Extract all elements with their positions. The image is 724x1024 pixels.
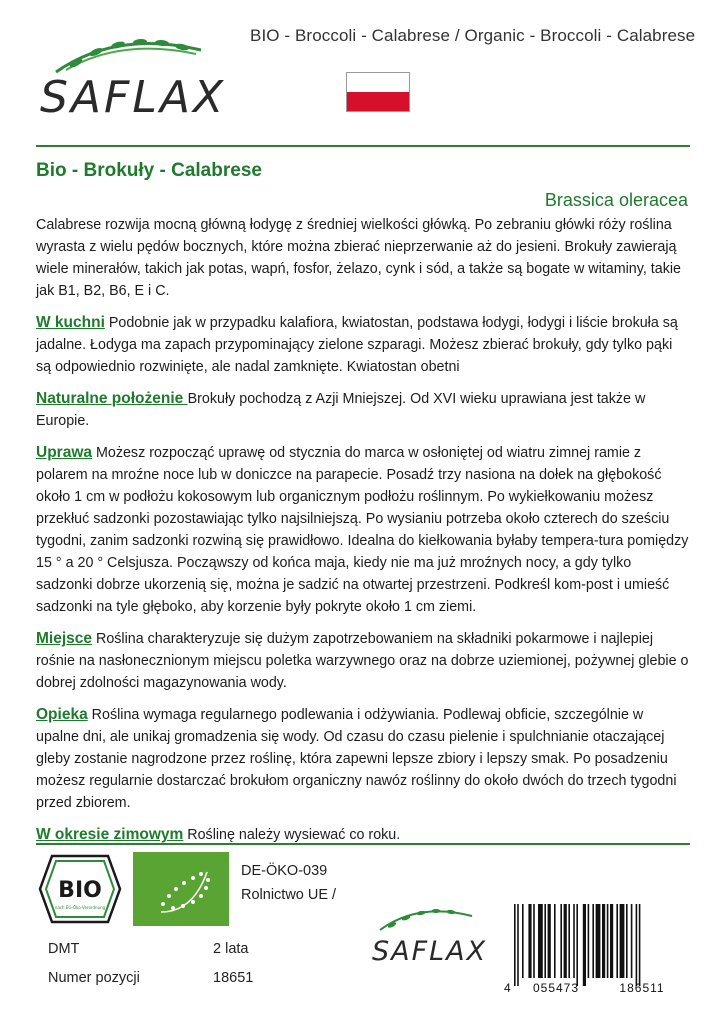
- section-text: Możesz rozpocząć uprawę od stycznia do marca w osłoniętej od wiatru zimnej ramie z polarem na mroźne noce lub w doniczce na parapecie. Posadź trzy nasiona na dołek na głębokość około 1 cm w podłożu kokosowym lub organicznym podłożu roślinnym. Po wykiełkowaniu możesz przekłuć sadzonki pozostawiając tylko najsilniejszą. Po wysianiu potrzeba około czterech do sześciu tygodni, zanim sadzonki rozwiną się prawidłowo. Idealna do kiełkowania byłaby tempera-tura pomiędzy 15 ° a 20 ° Celsjusza. Począwszy od końca maja, kiedy nie ma już mroźnych nocy, a gdy tylko sadzonki dobrze ukorzenią się, można je sadzić na otwartej przestrzeni. Podkreśl kom-post i umieść sadzonki na tyle głęboko, aby korzenie były pokryte około 1 cm ziemi.: [36, 445, 689, 615]
- section-heading: Miejsce: [36, 630, 93, 647]
- section-origin: [36, 388, 690, 432]
- footer-divider: [36, 843, 690, 845]
- saflax-logo-small: [368, 904, 490, 970]
- barcode-bar: [626, 904, 628, 978]
- barcode-first-digit: 4: [504, 981, 511, 994]
- barcode-bar: [607, 904, 609, 978]
- header-divider: [36, 145, 690, 147]
- barcode: [500, 902, 692, 994]
- header-title: BIO - Broccoli - Calabrese / Organic - Broccoli - Calabrese: [250, 26, 696, 45]
- barcode-bar: [544, 904, 546, 978]
- barcode-bar: [560, 904, 562, 978]
- section-heading: W okresie zimowym: [36, 826, 184, 843]
- barcode-bar: [602, 904, 605, 978]
- barcode-bar: [538, 904, 543, 978]
- eu-organic-leaf-icon: [133, 852, 229, 926]
- barcode-bar: [620, 904, 625, 978]
- barcode-bar: [592, 904, 594, 978]
- section-care: [36, 704, 690, 814]
- section-text: Roślina wymaga regularnego podlewania i odżywiania. Podlewaj obficie, szczególnie w upalne dni, ale unikaj gromadzenia się wody. Od czasu do czasu pielenie i spulchnianie otaczającej gleby zostanie nagrodzone przez roślinę, która zapewni lepsze zbiory i lepszy smak. Po posadzeniu możesz regularnie dostarczać brokułom organiczny nawóz roślinny do około dwóch do trzech tygodni przed zbiorem.: [36, 707, 677, 811]
- barcode-bar: [639, 904, 641, 986]
- cert-origin: Rolnictwo UE /: [241, 887, 337, 903]
- barcode-bar: [554, 904, 556, 978]
- barcode-bar: [576, 904, 578, 986]
- barcode-bar: [568, 904, 570, 978]
- barcode-bar: [616, 904, 618, 978]
- barcode-bar: [517, 904, 519, 986]
- barcode-bar: [514, 904, 516, 986]
- section-heading: Naturalne położenie: [36, 390, 188, 407]
- section-cultivation: [36, 442, 690, 618]
- section-heading: W kuchni: [36, 314, 105, 331]
- section-text: Roślinę należy wysiewać co roku.: [183, 827, 401, 843]
- svg-text:nach EG-Öko-Verordnung: nach EG-Öko-Verordnung: [54, 905, 106, 910]
- bio-seal-text: BIO: [58, 878, 102, 903]
- product-title: Bio - Brokuły - Calabrese: [36, 160, 262, 181]
- section-text: Brokuły pochodzą z Azji Mniejszej. Od XVI wieku uprawiana jest także w Europie.: [36, 391, 646, 429]
- section-location: [36, 628, 690, 694]
- barcode-bar: [573, 904, 575, 978]
- barcode-bar: [548, 904, 551, 978]
- barcode-right-group: 186511: [619, 981, 665, 994]
- barcode-bar: [631, 904, 633, 978]
- barcode-bar: [610, 904, 613, 978]
- barcode-bar: [583, 904, 586, 986]
- dmt-label: DMT: [48, 941, 80, 957]
- barcode-bar: [528, 904, 531, 978]
- item-number-label: Numer pozycji: [48, 970, 140, 986]
- dmt-value: 2 lata: [213, 941, 249, 957]
- latin-name: Brassica oleracea: [544, 190, 688, 210]
- barcode-bar: [533, 904, 535, 978]
- polish-flag: [346, 72, 410, 112]
- barcode-bar: [564, 904, 567, 978]
- section-kitchen: [36, 312, 690, 378]
- section-heading: Uprawa: [36, 444, 92, 461]
- barcode-bar: [636, 904, 638, 986]
- leaf-arc-icon: [56, 38, 201, 72]
- saflax-logo-text: SAFLAX: [40, 72, 227, 123]
- svg-text:SAFLAX: SAFLAX: [372, 936, 488, 967]
- barcode-bar: [596, 904, 601, 978]
- cert-code: DE-ÖKO-039: [241, 863, 328, 879]
- section-heading: Opieka: [36, 706, 88, 723]
- bio-seal-icon: [38, 852, 122, 926]
- intro-paragraph: Calabrese rozwija mocną główną łodygę z średniej wielkości główką. Po zebraniu główki róży roślina wyrasta z wielu pędów bocznych, które można zbierać nieprzerwanie aż do jesieni. Brokuły zawierają wiele minerałów, takich jak potas, wapń, fosfor, żelazo, cynk i sód, a także są bogate w witaminy, takie jak B1, B2, B6, E i C.: [36, 217, 681, 299]
- barcode-bar: [588, 904, 590, 978]
- item-number-value: 18651: [213, 970, 254, 986]
- barcode-bar: [522, 904, 524, 978]
- section-text: Podobnie jak w przypadku kalafiora, kwiatostan, podstawa łodygi, łodygi i liście brokuła są jadalne. Łodyga ma zapach przypominający zielone szparagi. Możesz zbierać brokuły, gdy tylko pąki są odpowiednio rozwinięte, ale nadal zamknięte. Kwiatostan obetni: [36, 315, 678, 375]
- barcode-left-group: 055473: [532, 981, 580, 994]
- description-body: [36, 214, 690, 856]
- saflax-logo: [36, 30, 236, 130]
- section-text: Roślina charakteryzuje się dużym zapotrzebowaniem na składniki pokarmowe i najlepiej rośnie na nasłonecznionym miejscu poletka warzywnego oraz na dobrze uziemionej, pożywnej glebie o dobrej zdolności magazynowania wody.: [36, 631, 689, 691]
